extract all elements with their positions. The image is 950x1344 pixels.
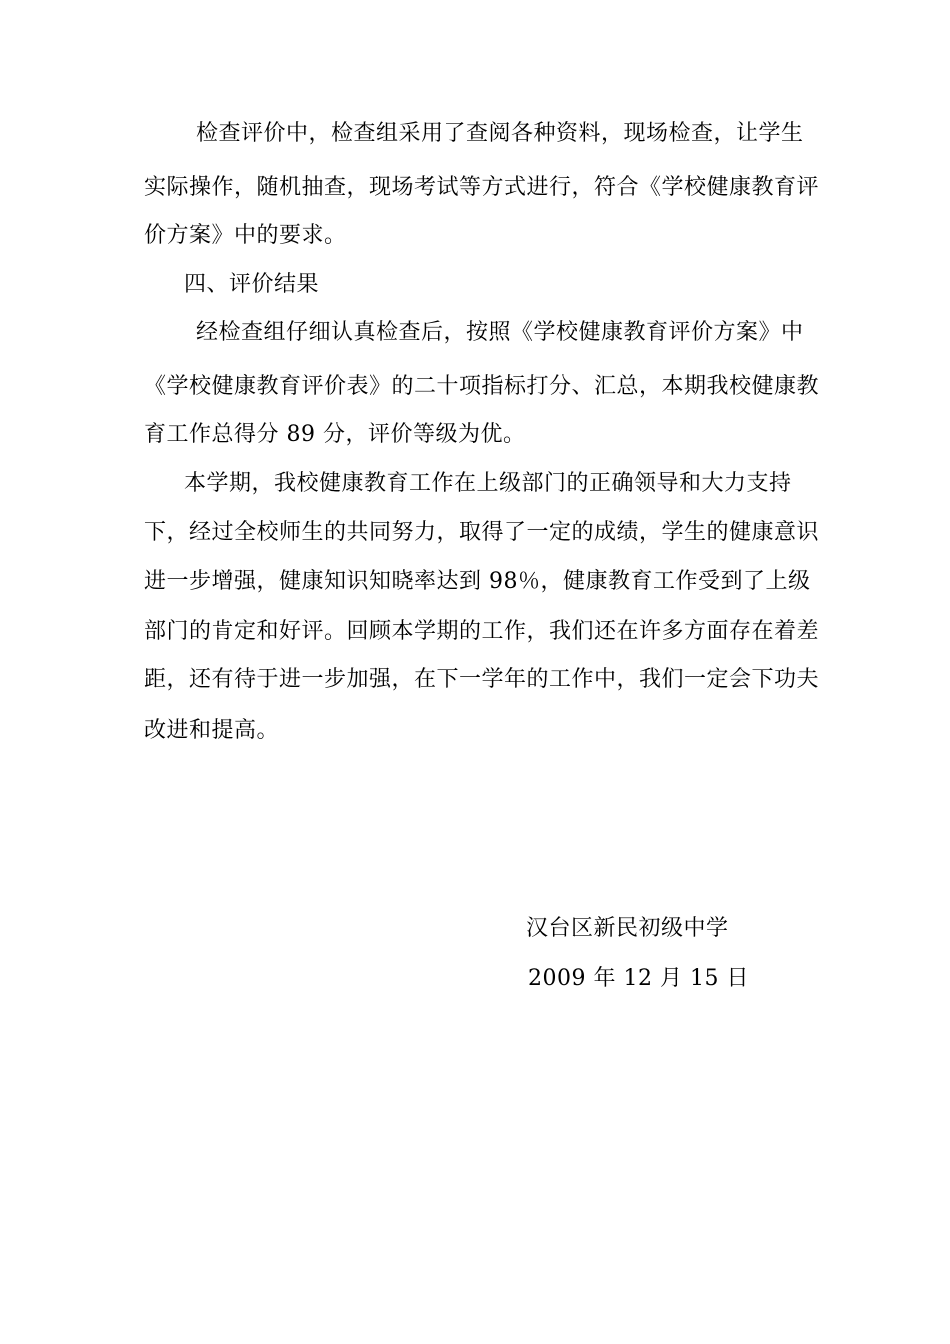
section-heading: 四、评价结果 — [184, 272, 320, 297]
paragraph-line: 距，还有待于进一步加强，在下一学年的工作中，我们一定会下功夫 — [144, 667, 820, 692]
paragraph-line: 本学期，我校健康教育工作在上级部门的正确领导和大力支持 — [184, 471, 792, 496]
signature-organization: 汉台区新民初级中学 — [526, 916, 729, 941]
paragraph-line: 《学校健康教育评价表》的二十项指标打分、汇总，本期我校健康教 — [144, 374, 820, 399]
paragraph-line: 实际操作，随机抽查，现场考试等方式进行，符合《学校健康教育评 — [144, 175, 820, 200]
paragraph-line: 检查评价中，检查组采用了查阅各种资料，现场检查，让学生 — [196, 121, 804, 146]
paragraph-line: 部门的肯定和好评。回顾本学期的工作，我们还在许多方面存在着差 — [144, 619, 820, 644]
paragraph-line: 育工作总得分 89 分，评价等级为优。 — [144, 422, 526, 447]
signature-date: 2009 年 12 月 15 日 — [528, 966, 749, 991]
paragraph-line: 进一步增强，健康知识知晓率达到 98％，健康教育工作受到了上级 — [144, 569, 811, 594]
paragraph-line: 价方案》中的要求。 — [144, 223, 347, 248]
paragraph-line: 下，经过全校师生的共同努力，取得了一定的成绩，学生的健康意识 — [144, 520, 820, 545]
paragraph-line: 改进和提高。 — [144, 718, 280, 743]
paragraph-line: 经检查组仔细认真检查后，按照《学校健康教育评价方案》中 — [196, 320, 804, 345]
